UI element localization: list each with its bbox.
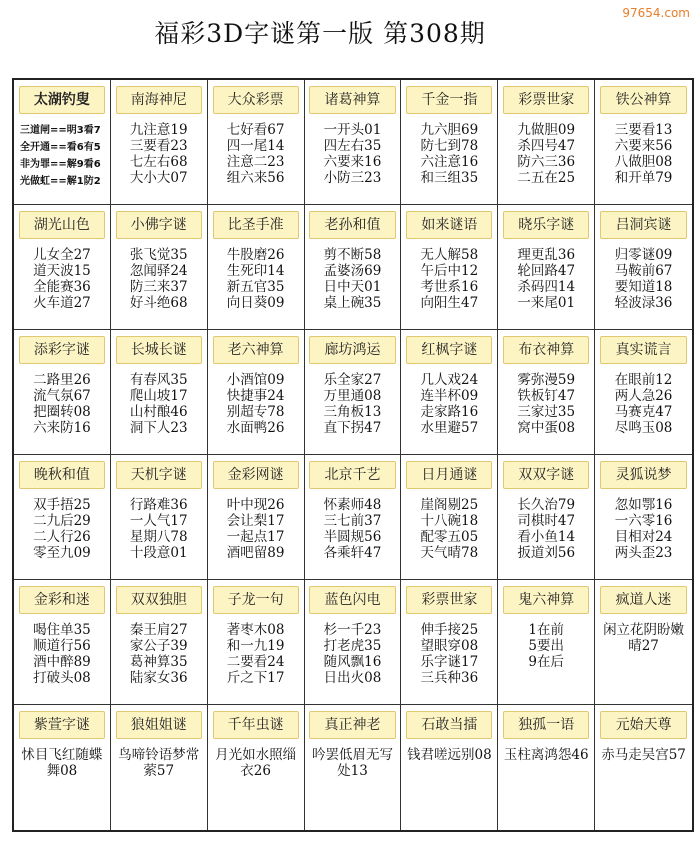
riddle-line: 配零五05 [420,529,479,545]
riddle-line: 六注意16 [420,154,479,170]
riddle-line: 好斗绝68 [129,295,188,311]
cell-lines [14,622,110,686]
riddle-line: 向日葵09 [226,295,285,311]
cell-title: 千金一指 [406,86,492,114]
cell-title: 彩票世家 [406,586,492,614]
riddle-line: 一来尾01 [517,295,576,311]
riddle-line: 快捷事24 [226,388,285,404]
table-cell [305,205,402,330]
cell-lines [595,747,692,763]
cell-title: 真正神老 [309,711,395,739]
cell-lines [305,497,401,561]
table-cell [401,580,498,705]
riddle-line: 各乘轩47 [323,545,382,561]
cell-title: 金彩网谜 [213,461,299,489]
riddle-line: 和开单79 [614,170,673,186]
riddle-line: 别超专78 [226,404,285,420]
cell-title: 独孤一语 [503,711,589,739]
riddle-line: 六要来16 [323,154,382,170]
table-cell [14,80,111,205]
riddle-line: 铁板钉47 [517,388,576,404]
riddle-line: 有春风35 [129,372,188,388]
cell-title: 真实谎言 [600,336,687,364]
riddle-line: 七好看67 [226,122,285,138]
table-cell [14,330,111,455]
table-cell [111,205,208,330]
cell-lines [498,247,594,311]
cell-title: 大众彩票 [213,86,299,114]
riddle-line: 小酒馆09 [226,372,285,388]
cell-lines [401,622,497,686]
riddle-line: 闲立花阴盼嫩晴27 [603,622,685,654]
riddle-line: 扳道刘56 [517,545,576,561]
riddle-line: 洞下人23 [129,420,188,436]
cell-lines [401,372,497,436]
cell-title: 老孙和值 [309,211,395,239]
riddle-line: 秦王肩27 [129,622,188,638]
cell-lines [111,747,207,779]
riddle-line: 怵目飞红随蝶舞08 [21,747,103,779]
table-cell [14,705,111,830]
riddle-line: 新五官35 [226,279,285,295]
riddle-line: 万里通08 [323,388,382,404]
cell-title: 天机字谜 [116,461,202,489]
riddle-line: 两人急26 [614,388,673,404]
table-cell [208,330,305,455]
riddle-line: 防六三36 [517,154,576,170]
cell-title: 灵狐说梦 [600,461,687,489]
riddle-line: 喝住单35 [33,622,91,638]
riddle-line: 顺道行56 [33,638,91,654]
riddle-line: 轻波渌36 [614,295,673,311]
riddle-line: 忽闻驿24 [129,263,188,279]
table-cell [498,705,595,830]
riddle-line: 9在后 [528,654,564,670]
cell-lines [401,247,497,311]
cell-lines [14,372,110,436]
cell-lines [498,497,594,561]
riddle-line: 二路里26 [33,372,91,388]
riddle-line: 八做胆08 [614,154,673,170]
cell-title: 吕洞宾谜 [600,211,687,239]
riddle-line: 雾弥漫59 [517,372,576,388]
page-title: 福彩3D字谜第一版 第308期 [154,19,486,48]
table-cell [208,205,305,330]
table-cell [498,205,595,330]
riddle-line: 走家路16 [420,404,479,420]
table-cell [401,455,498,580]
riddle-line: 家公子39 [129,638,188,654]
table-cell [111,455,208,580]
riddle-line: 无人解58 [420,247,479,263]
cell-title: 彩票世家 [503,86,589,114]
cell-lines [208,622,304,686]
cell-title: 晚秋和值 [19,461,105,489]
cell-title: 千年虫谜 [213,711,299,739]
table-cell [401,330,498,455]
riddle-line: 张飞觉35 [129,247,188,263]
riddle-line: 著枣木08 [226,622,285,638]
cell-title: 红枫字谜 [406,336,492,364]
riddle-line: 酒中醉89 [33,654,91,670]
riddle-line: 组六来56 [226,170,285,186]
riddle-table [12,78,694,832]
riddle-line: 防三来37 [129,279,188,295]
riddle-line: 三兵种36 [420,670,479,686]
cell-title: 晓乐字谜 [503,211,589,239]
cell-lines [595,497,692,561]
riddle-line: 二人行26 [33,529,91,545]
riddle-line: 尽鸣玉08 [614,420,673,436]
cell-title: 如来谜语 [406,211,492,239]
riddle-line: 目相对24 [614,529,673,545]
riddle-line: 乐全家27 [323,372,382,388]
cell-lines [14,122,110,190]
riddle-line: 5要出 [528,638,564,654]
riddle-line: 四左右35 [323,138,382,154]
cell-lines [14,747,110,779]
riddle-line: 爬山坡17 [129,388,188,404]
riddle-line: 六要来56 [614,138,673,154]
riddle-line: 生死印14 [226,263,285,279]
table-cell [595,455,692,580]
riddle-line: 崖阁剔25 [420,497,479,513]
table-cell [14,580,111,705]
riddle-line: 月光如水照缁衣26 [215,747,297,779]
riddle-line: 二要看24 [226,654,285,670]
riddle-line: 斤之下17 [226,670,285,686]
riddle-line: 鸟啼铃语梦常萦57 [118,747,200,779]
riddle-line: 两头歪23 [614,545,673,561]
table-cell [305,705,402,830]
riddle-line: 注意二23 [226,154,285,170]
table-cell [208,580,305,705]
cell-lines [305,622,401,686]
riddle-line: 司棋时47 [517,513,576,529]
riddle-line: 剪不断58 [323,247,382,263]
riddle-line: 二九后29 [33,513,91,529]
cell-title: 疯道人迷 [600,586,687,614]
riddle-line: 要知道18 [614,279,673,295]
riddle-line: 十段意01 [129,545,188,561]
cell-lines [111,122,207,186]
riddle-line: 一人气17 [129,513,188,529]
cell-lines [595,247,692,311]
riddle-line: 小防三23 [323,170,382,186]
riddle-line: 零至九09 [33,545,91,561]
cell-lines [111,497,207,561]
table-cell [111,705,208,830]
cell-title: 湖光山色 [19,211,105,239]
cell-lines [401,122,497,186]
riddle-line: 九注意19 [129,122,188,138]
riddle-line: 考世系16 [420,279,479,295]
riddle-line: 怀素师48 [323,497,382,513]
riddle-line: 打破头08 [33,670,91,686]
cell-title: 石敢当擂 [406,711,492,739]
cell-lines [208,747,304,779]
table-cell [595,580,692,705]
riddle-line: 星期八78 [129,529,188,545]
cell-lines [498,622,594,670]
cell-lines [498,372,594,436]
cell-title: 长城长谜 [116,336,202,364]
cell-lines [208,122,304,186]
riddle-line: 一起点17 [226,529,285,545]
cell-title: 诸葛神算 [309,86,395,114]
cell-lines [111,372,207,436]
riddle-line: 窝中蛋08 [517,420,576,436]
cell-lines [305,372,401,436]
riddle-line: 杀码四14 [517,279,576,295]
riddle-line: 牛股磨26 [226,247,285,263]
table-cell [498,580,595,705]
riddle-line: 三角板13 [323,404,382,420]
cell-title: 北京千艺 [309,461,395,489]
cell-title: 太湖钓叟 [19,86,105,114]
riddle-line: 马赛克47 [614,404,673,420]
riddle-line: 孟婆汤69 [323,263,382,279]
cell-title: 双双字谜 [503,461,589,489]
riddle-line: 四一尾14 [226,138,285,154]
cell-lines [595,372,692,436]
table-cell [595,205,692,330]
table-cell [305,455,402,580]
riddle-line: 大小大07 [129,170,188,186]
riddle-line: 全能赛36 [33,279,91,295]
riddle-line: 水里避57 [420,420,479,436]
riddle-line: 在眼前12 [614,372,673,388]
table-cell [14,455,111,580]
riddle-line: 杉一千23 [323,622,382,638]
cell-lines [14,247,110,311]
riddle-line: 忽如鄂16 [614,497,673,513]
riddle-line: 三家过35 [517,404,576,420]
table-cell [401,80,498,205]
riddle-line: 三七前37 [323,513,382,529]
riddle-line: 1在前 [528,622,564,638]
riddle-line: 水面鸭26 [226,420,285,436]
table-cell [401,205,498,330]
cell-lines [401,497,497,561]
table-cell [498,80,595,205]
riddle-line: 流气氛67 [33,388,91,404]
cell-title: 南海神尼 [116,86,202,114]
riddle-line: 伸手接25 [420,622,479,638]
cell-lines [595,122,692,186]
table-cell [305,330,402,455]
cell-lines [208,247,304,311]
table-cell [111,80,208,205]
riddle-line: 六来防16 [33,420,91,436]
riddle-line: 三要看13 [614,122,673,138]
riddle-line: 随风飘16 [323,654,382,670]
riddle-line: 儿女全27 [33,247,91,263]
riddle-line: 山村酿46 [129,404,188,420]
riddle-line: 打老虎35 [323,638,382,654]
riddle-line: 马鞍前67 [614,263,673,279]
table-cell [498,330,595,455]
riddle-line: 钱君嗟远别08 [407,747,492,763]
table-cell [305,80,402,205]
riddle-line: 陆家女36 [129,670,188,686]
riddle-line: 道天波15 [33,263,91,279]
cell-lines [111,622,207,686]
riddle-line: 一六零16 [614,513,673,529]
cell-lines [498,747,594,763]
riddle-line: 归零谜09 [614,247,673,263]
riddle-line: 叶中现26 [226,497,285,513]
riddle-line: 玉柱离鸿怨46 [503,747,589,763]
cell-title: 蓝色闪电 [309,586,395,614]
riddle-line: 吟罢低眉无写处13 [311,747,393,779]
cell-lines [595,622,692,654]
table-cell [595,705,692,830]
cell-title: 添彩字谜 [19,336,105,364]
cell-lines [208,497,304,561]
riddle-line: 七左右68 [129,154,188,170]
cell-lines [498,122,594,186]
riddle-line: 半圆规56 [323,529,382,545]
riddle-line: 防七到78 [420,138,479,154]
riddle-line: 一开头01 [323,122,382,138]
cell-title: 老六神算 [213,336,299,364]
table-cell [401,705,498,830]
cell-title: 比圣手准 [213,211,299,239]
table-cell [498,455,595,580]
riddle-line: 看小鱼14 [517,529,576,545]
cell-title: 布衣神算 [503,336,589,364]
riddle-line: 长久治79 [517,497,576,513]
riddle-line: 几人戏24 [420,372,479,388]
table-cell [14,205,111,330]
riddle-line: 乐字谜17 [420,654,479,670]
table-cell [208,80,305,205]
riddle-line: 和三组35 [420,170,479,186]
riddle-line: 三道闸==明3看7 [20,125,101,136]
cell-lines [305,247,401,311]
cell-title: 元始天尊 [600,711,687,739]
riddle-line: 酒吧留89 [226,545,285,561]
riddle-line: 葛神算35 [129,654,188,670]
table-cell [305,580,402,705]
cell-title: 紫萱字谜 [19,711,105,739]
cell-title: 铁公神算 [600,86,687,114]
riddle-line: 九六胆69 [420,122,479,138]
riddle-line: 九做胆09 [517,122,576,138]
riddle-line: 会让梨17 [226,513,285,529]
cell-lines [401,747,497,763]
cell-lines [305,747,401,779]
riddle-line: 桌上碗35 [323,295,382,311]
riddle-line: 午后中12 [420,263,479,279]
table-cell [111,580,208,705]
riddle-line: 行路难36 [129,497,188,513]
riddle-line: 赤马走吴宫57 [601,747,686,763]
riddle-line: 日中天01 [323,279,382,295]
riddle-line: 三要看23 [129,138,188,154]
riddle-line: 十八碗18 [420,513,479,529]
table-cell [595,330,692,455]
riddle-line: 二五在25 [517,170,576,186]
riddle-line: 天气晴78 [420,545,479,561]
table-cell [595,80,692,205]
riddle-line: 全开通==看6有5 [20,142,101,153]
cell-lines [14,497,110,561]
cell-title: 双双独胆 [116,586,202,614]
riddle-line: 望眼穿08 [420,638,479,654]
riddle-line: 双手捂25 [33,497,91,513]
cell-title: 鬼六神算 [503,586,589,614]
cell-title: 小佛字谜 [116,211,202,239]
riddle-line: 非为罪==解9看6 [20,159,101,170]
cell-lines [111,247,207,311]
cell-title: 廊坊鸿运 [309,336,395,364]
riddle-line: 向阳生47 [420,295,479,311]
table-cell [111,330,208,455]
riddle-line: 直下拐47 [323,420,382,436]
riddle-line: 连半杯09 [420,388,479,404]
site-watermark: 97654.com [622,6,690,20]
table-cell [208,455,305,580]
riddle-line: 理更乱36 [517,247,576,263]
cell-title: 日月通谜 [406,461,492,489]
riddle-line: 和一九19 [226,638,285,654]
riddle-line: 把圈转08 [33,404,91,420]
riddle-line: 光做虹==解1防2 [20,176,101,187]
table-cell [208,705,305,830]
cell-lines [208,372,304,436]
cell-title: 子龙一句 [213,586,299,614]
riddle-line: 轮回路47 [517,263,576,279]
cell-lines [305,122,401,186]
riddle-line: 火车道27 [33,295,91,311]
riddle-line: 杀四号47 [517,138,576,154]
cell-title: 金彩和迷 [19,586,105,614]
riddle-line: 日出火08 [323,670,382,686]
cell-title: 狼姐姐谜 [116,711,202,739]
